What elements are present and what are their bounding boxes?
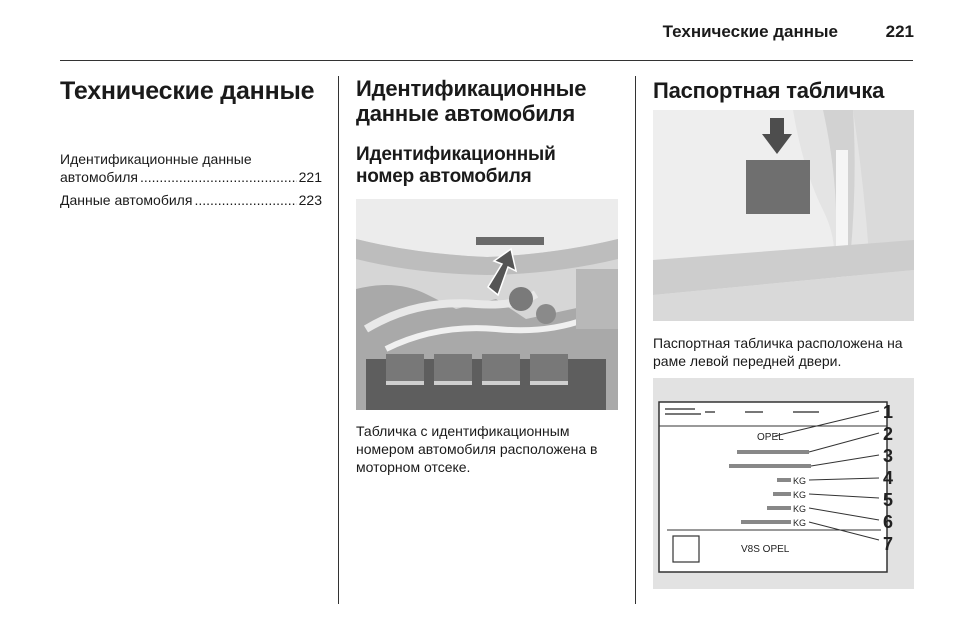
callout-number: 2 [883,424,894,444]
vin-caption: Табличка с идентификационным номером автомобиля расположена в моторном отсеке. [356,423,598,475]
toc-leader [194,191,296,209]
toc-leader [140,168,297,186]
table-of-contents [60,150,322,209]
engine-compartment-vin-image [356,199,618,410]
plate-unit: KG [793,504,807,514]
toc-entry[interactable] [60,150,322,186]
column-divider-1 [338,76,339,604]
toc-entry-page: 223 [298,192,322,208]
header-rule [60,60,913,61]
callout-number: 3 [883,446,894,466]
toc-entry-label-cont: автомобиля [60,169,138,185]
subsection-heading: Идентификационный номер автомобиля [356,144,556,187]
toc-entry-label: Данные автомобиля [60,192,193,208]
chapter-title: Технические данные [60,77,315,105]
id-plate-diagram [653,378,914,589]
toc-entry[interactable] [60,191,322,209]
chapter-column [60,76,322,209]
callout-number: 4 [883,468,894,488]
engine-compartment-image [356,199,618,410]
page-header-title: Технические данные [662,22,838,41]
toc-entry-label: Идентификационные данные [60,151,252,167]
plate-unit: KG [793,476,807,486]
callout-number: 1 [883,402,894,422]
page-number: 221 [885,22,914,41]
vehicle-id-column [356,76,618,188]
callout-number: 7 [883,534,894,554]
plate-caption: Паспортная табличка расположена на раме левой передней двери. [653,335,903,369]
section-heading: Идентификационные данные автомобиля [356,76,587,126]
plate-unit: KG [793,490,807,500]
callout-number: 6 [883,512,894,532]
section-heading: Паспортная табличка [653,78,885,103]
plate-unit: KG [793,518,807,528]
door-frame-image [653,110,914,321]
column-divider-2 [635,76,636,604]
callout-number: 5 [883,490,894,510]
toc-entry-page: 221 [298,169,322,185]
plate-footer-brand: V8S OPEL [741,544,790,555]
door-frame-plate-image [653,110,914,321]
plate-location-marker [746,160,810,214]
plate-brand: OPEL [757,432,784,443]
plate-column [653,76,915,103]
